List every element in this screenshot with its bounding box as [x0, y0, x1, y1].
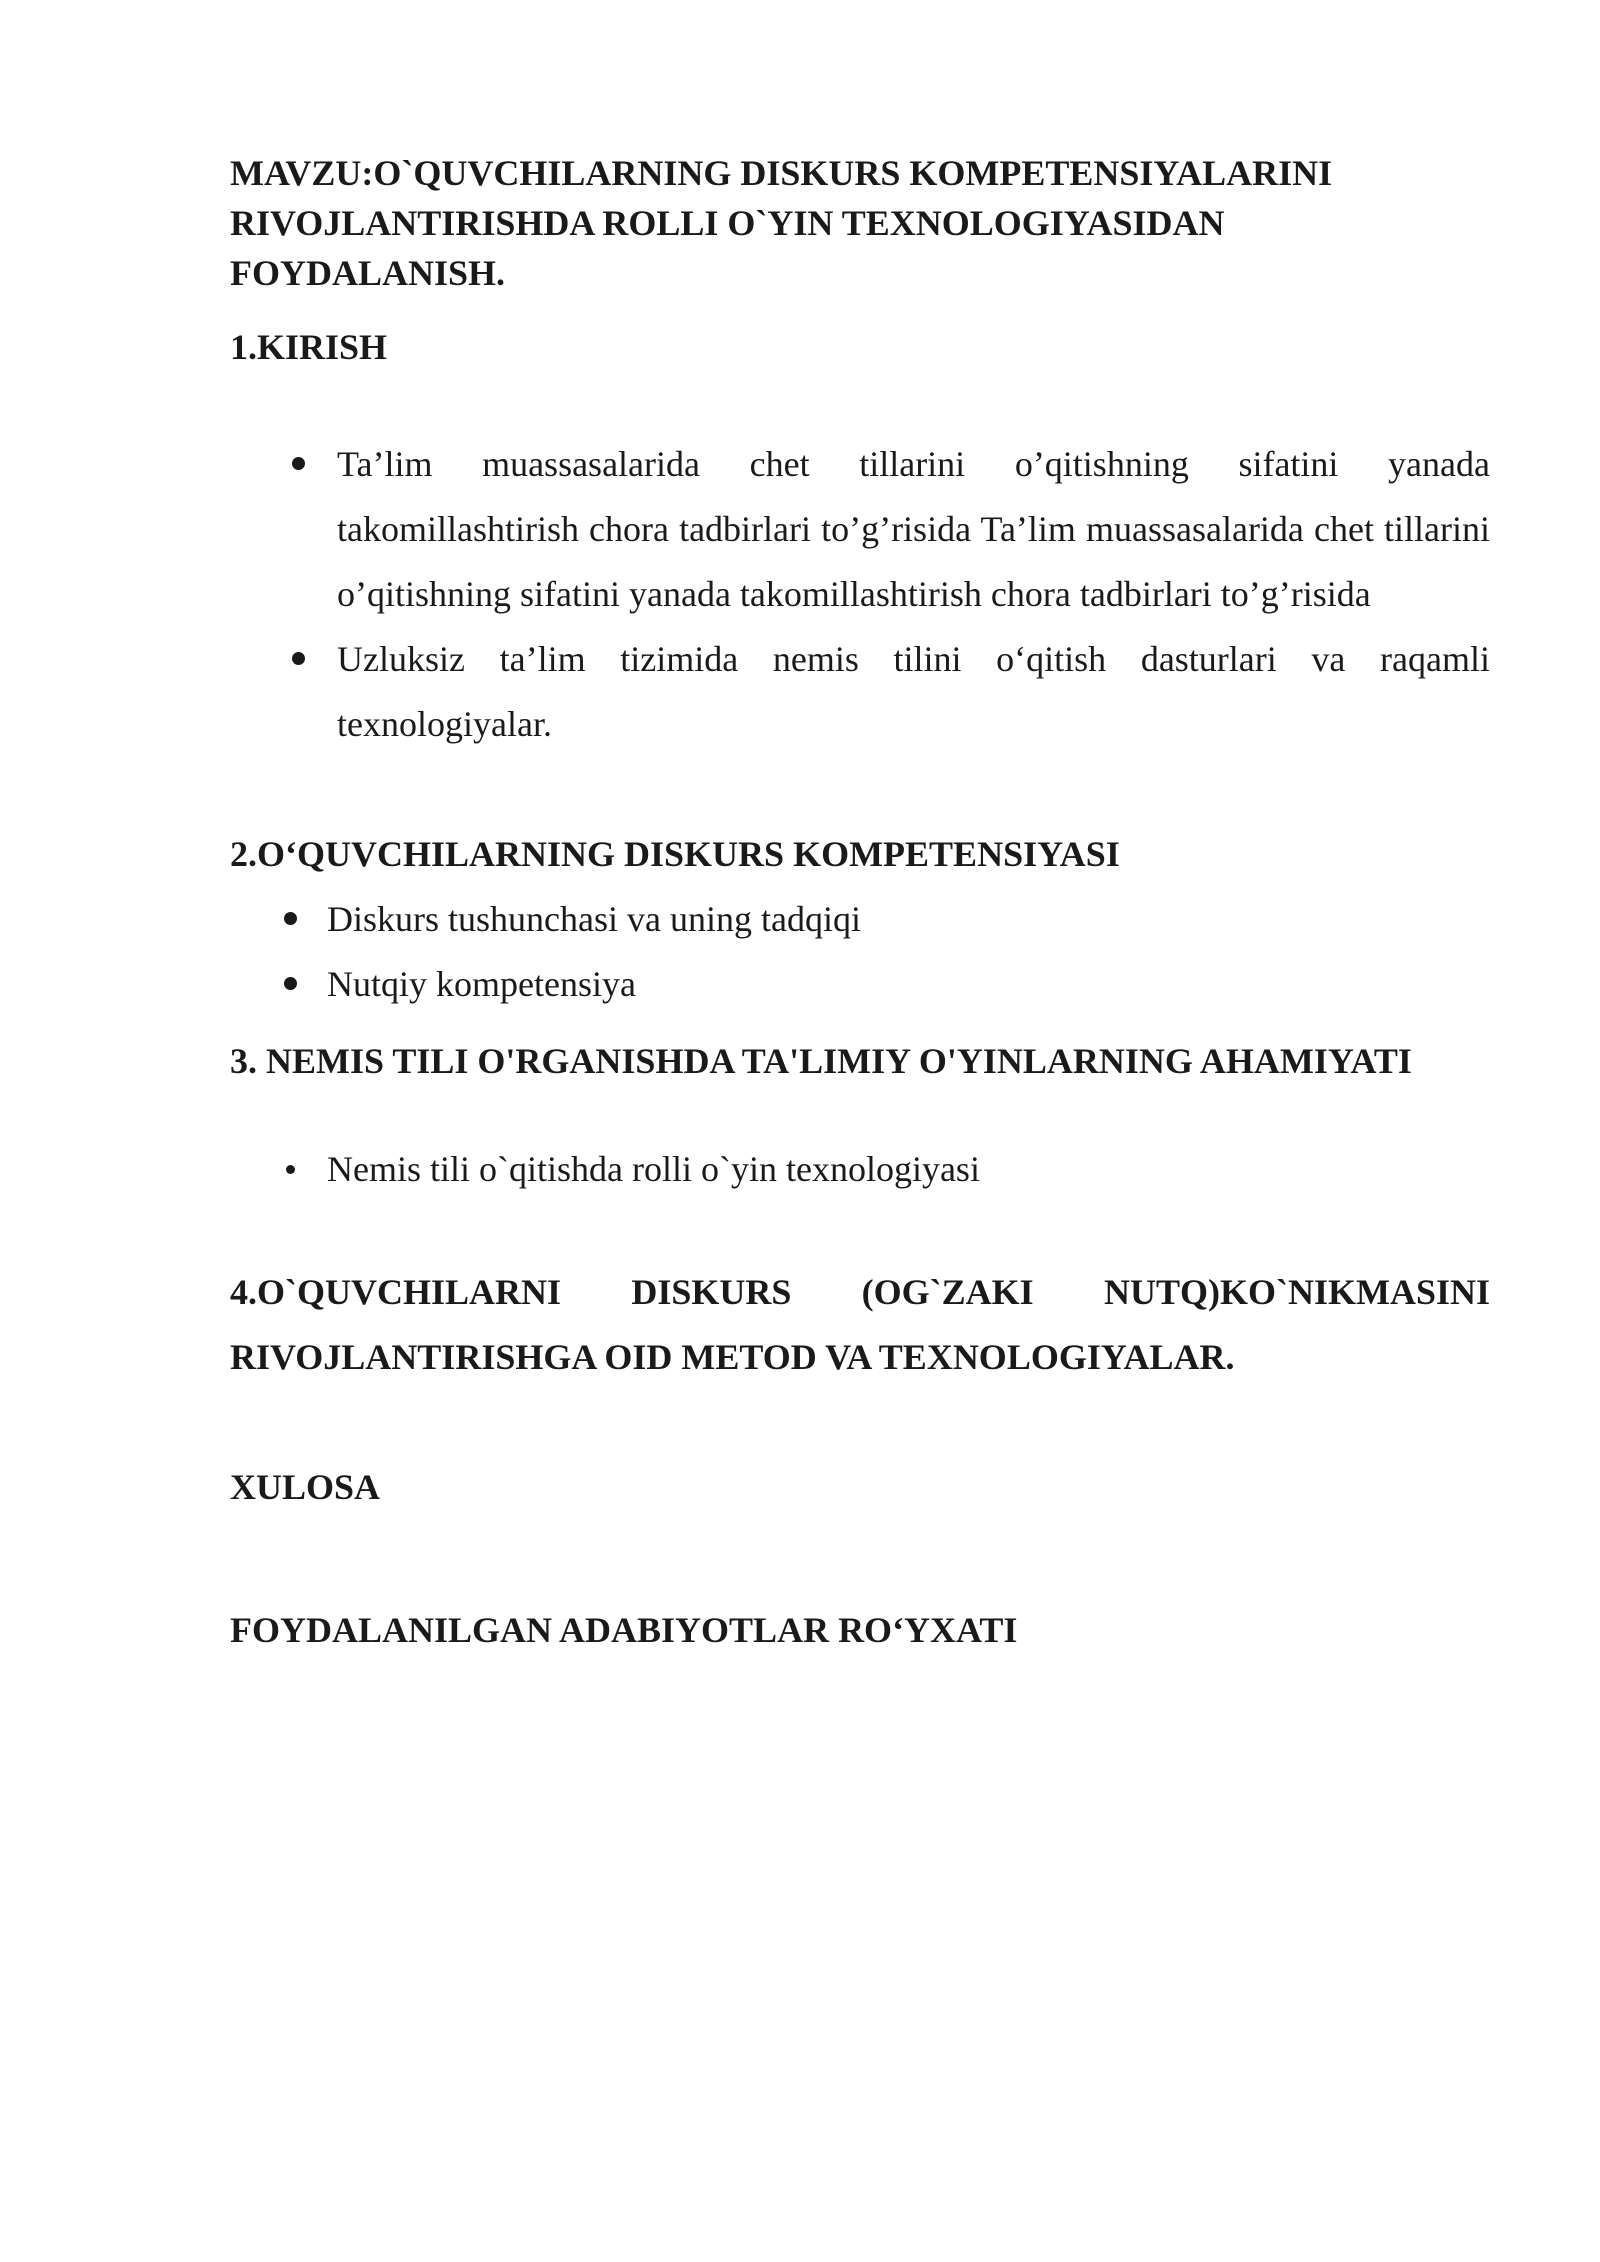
list-item-text: Uzluksiz ta’lim tizimida nemis tilini o‘qitish dasturlari va raqamli texnologiyalar. [337, 639, 1490, 744]
diskurs-list [230, 887, 1490, 1017]
list-item-text: Nemis tili o`qitishda rolli o`yin texnologiyasi [327, 1149, 980, 1189]
list-item-text: Nutqiy kompetensiya [327, 964, 636, 1004]
bullet-icon [284, 912, 297, 925]
list-item-text: Ta’lim muassasalarida chet tillarini o’qitishning sifatini yanada takomillashtirish chora tadbirlari to’g’risida Ta’lim muassasalarida chet tillarini o’qitishning sifatini yanada takomillashtirish chora tadbirlari to’g’risida [337, 444, 1490, 614]
list-item [230, 627, 1490, 757]
kirish-list [230, 432, 1490, 757]
section-heading-kirish: 1.KIRISH [230, 327, 388, 367]
bullet-icon [292, 457, 305, 470]
section-heading-ahamiyat: 3. NEMIS TILI O'RGANISHDA TA'LIMIY O'YINLARNING AHAMIYATI [230, 1041, 1412, 1081]
bullet-icon [286, 1165, 295, 1174]
list-item [230, 952, 1490, 1017]
document-title: MAVZU:O`QUVCHILARNING DISKURS KOMPETENSIYALARINI RIVOJLANTIRISHDA ROLLI O`YIN TEXNOLOGIYASIDAN FOYDALANISH. [230, 153, 1333, 293]
section-heading-diskurs: 2.O‘QUVCHILARNING DISKURS KOMPETENSIYASI [230, 834, 1120, 874]
list-item [230, 1137, 1490, 1202]
bullet-icon [284, 977, 297, 990]
list-item [230, 887, 1490, 952]
references-heading: FOYDALANILGAN ADABIYOTLAR RO‘YXATI [230, 1610, 1018, 1650]
ahamiyat-list [230, 1137, 1490, 1202]
list-item-text: Diskurs tushunchasi va uning tadqiqi [327, 899, 861, 939]
list-item [230, 432, 1490, 627]
document-page [230, 148, 1490, 1663]
section-heading-metod: 4.O`QUVCHILARNI DISKURS (OG`ZAKI NUTQ)KO`NIKMASINI RIVOJLANTIRISHGA OID METOD VA TEXNOLOGIYALAR. [230, 1272, 1490, 1377]
bullet-icon [292, 652, 305, 665]
conclusion-heading: XULOSA [230, 1467, 381, 1507]
